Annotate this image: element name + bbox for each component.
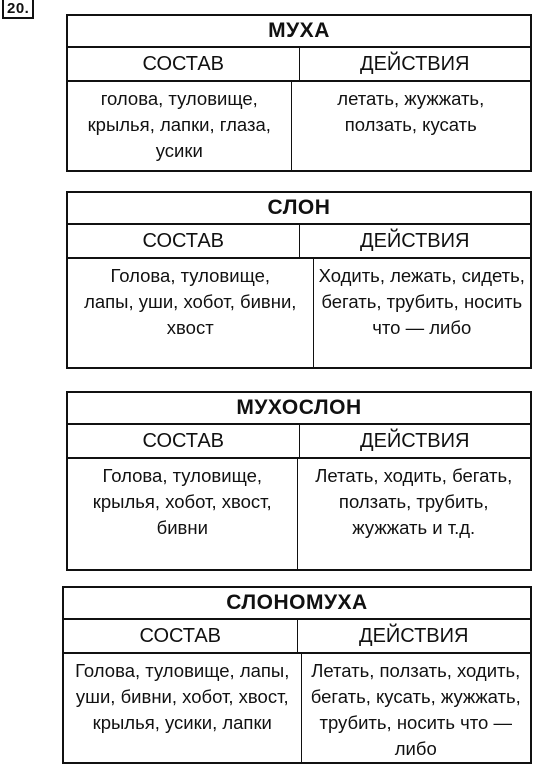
column-header-actions: ДЕЙСТВИЯ — [360, 430, 470, 452]
column-header-actions: ДЕЙСТВИЯ — [360, 53, 470, 75]
column-header-actions: ДЕЙСТВИЯ — [359, 625, 469, 647]
actions-cell: Ходить, лежать, сидеть, бегать, трубить, носить что — либо — [318, 265, 525, 338]
composition-cell: Голова, туловище, лапы, уши, бивни, хобот, хвост, крылья, усики, лапки — [64, 654, 302, 764]
column-header-composition: СОСТАВ — [68, 48, 300, 80]
actions-cell: Летать, ходить, бегать, ползать, трубить, жужжать и т.д. — [315, 465, 513, 538]
content-row — [68, 259, 530, 369]
header-row — [68, 225, 530, 259]
header-row — [68, 425, 530, 459]
composition-cell: Голова, туловище, лапы, уши, хобот, бивни, хвост — [68, 259, 314, 369]
content-row — [68, 459, 530, 571]
column-header-composition: СОСТАВ — [64, 620, 298, 652]
card-title: СЛОН — [68, 193, 530, 225]
card-title: МУХОСЛОН — [68, 393, 530, 425]
actions-cell: летать, жужжать, ползать, кусать — [337, 88, 485, 135]
composition-cell: голова, туловище, крылья, лапки, глаза, усики — [68, 82, 292, 172]
card-slon — [66, 191, 532, 369]
header-row — [64, 620, 530, 654]
column-header-composition: СОСТАВ — [68, 225, 300, 257]
task-number: 20. — [2, 0, 34, 19]
content-row — [68, 82, 530, 172]
content-row — [64, 654, 530, 764]
column-header-composition: СОСТАВ — [68, 425, 300, 457]
column-header-actions: ДЕЙСТВИЯ — [360, 230, 470, 252]
card-mukha — [66, 14, 532, 172]
header-row — [68, 48, 530, 82]
card-mukhoslon — [66, 391, 532, 571]
card-slonomukha — [62, 586, 532, 764]
card-title: МУХА — [68, 16, 530, 48]
actions-cell: Летать, ползать, ходить, бегать, кусать, жужжать, трубить, носить что — либо — [310, 660, 521, 759]
card-title: СЛОНОМУХА — [64, 588, 530, 620]
composition-cell: Голова, туловище, крылья, хобот, хвост, бивни — [68, 459, 298, 571]
